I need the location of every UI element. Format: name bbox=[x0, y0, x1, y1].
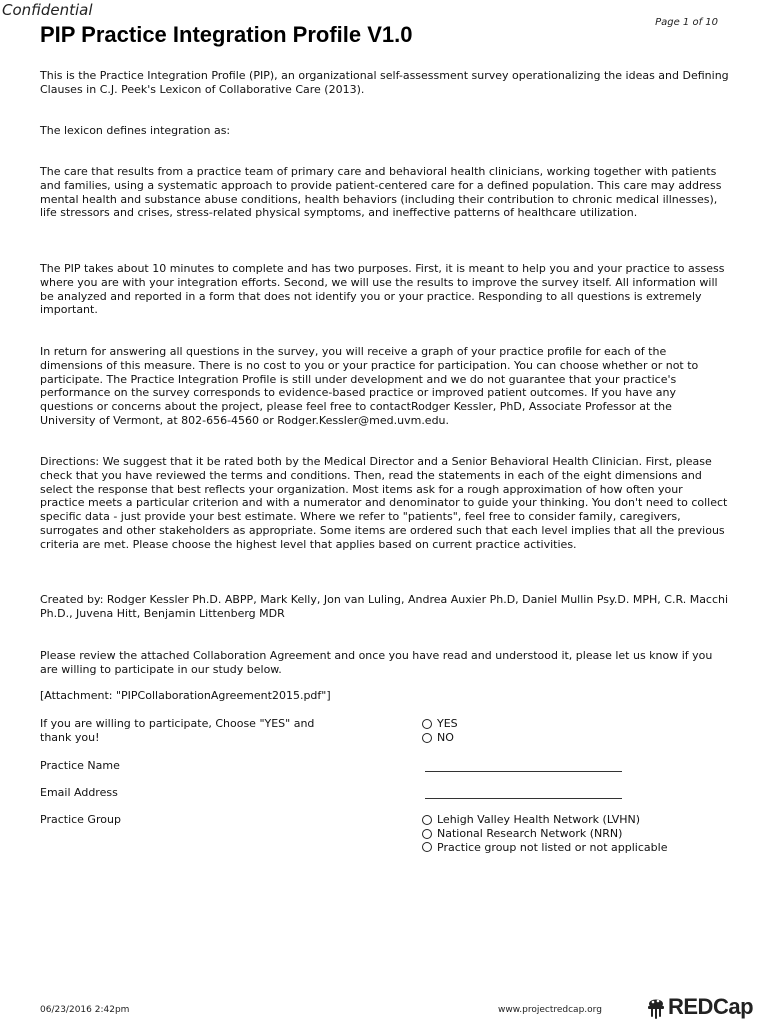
credits-paragraph: Created by: Rodger Kessler Ph.D. ABPP, Mark Kelly, Jon van Luling, Andrea Auxier Ph.D, Daniel Mullin Psy.D. MPH, C.R. Macchi Ph.D., Juvena Hitt, Benjamin Littenberg MDR bbox=[40, 593, 729, 620]
participate-option-yes[interactable] bbox=[422, 717, 458, 731]
redcap-logo bbox=[646, 994, 753, 1020]
page-title: PIP Practice Integration Profile V1.0 bbox=[40, 22, 413, 47]
option-label: Lehigh Valley Health Network (LVHN) bbox=[437, 813, 641, 827]
page-indicator: Page 1 of 10 bbox=[655, 17, 718, 28]
radio-button-icon[interactable] bbox=[422, 719, 432, 729]
option-label: National Research Network (NRN) bbox=[437, 827, 623, 841]
practice-group-option-nrn[interactable] bbox=[422, 827, 667, 841]
attachment-link[interactable]: [Attachment: "PIPCollaborationAgreement2015.pdf"] bbox=[40, 689, 331, 702]
footer-timestamp: 06/23/2016 2:42pm bbox=[40, 1005, 130, 1015]
radio-button-icon[interactable] bbox=[422, 815, 432, 825]
participate-option-no[interactable] bbox=[422, 731, 458, 745]
radio-button-icon[interactable] bbox=[422, 842, 432, 852]
integration-definition: The care that results from a practice team of primary care and behavioral health clinicians, working together with patients and families, using a systematic approach to provide patient-centered care for a defined population. This care may address mental health and substance abuse conditions, health behaviors (including their contribution to chronic medical illnesses), life stressors and crises, stress-related physical symptoms, and ineffective patterns of healthcare utilization. bbox=[40, 165, 722, 220]
practice-group-option-none[interactable] bbox=[422, 841, 667, 855]
practice-group-label: Practice Group bbox=[40, 813, 121, 826]
redcap-logo-icon bbox=[646, 995, 666, 1019]
practice-group-option-lvhn[interactable] bbox=[422, 813, 667, 827]
participate-question-label: If you are willing to participate, Choose "YES" and thank you! bbox=[40, 717, 315, 744]
email-input[interactable] bbox=[425, 798, 622, 799]
option-label: NO bbox=[437, 731, 454, 745]
confidential-label: Confidential bbox=[2, 1, 93, 19]
email-label: Email Address bbox=[40, 786, 118, 799]
radio-button-icon[interactable] bbox=[422, 733, 432, 743]
footer-url[interactable]: www.projectredcap.org bbox=[498, 1005, 602, 1015]
practice-group-options bbox=[422, 813, 667, 854]
logo-text: REDCap bbox=[668, 994, 754, 1019]
practice-name-input[interactable] bbox=[425, 771, 622, 772]
participate-options bbox=[422, 717, 458, 745]
purpose-paragraph: The PIP takes about 10 minutes to complete and has two purposes. First, it is meant to help you and your practice to assess where you are with your integration efforts. Second, we will use the results to improve the survey itself. All information will be analyzed and reported in a form that does not identify you or your practice. Responding to all questions is extremely important. bbox=[40, 262, 725, 317]
practice-name-label: Practice Name bbox=[40, 759, 120, 772]
intro-paragraph-1: This is the Practice Integration Profile (PIP), an organizational self-assessment survey operationalizing the ideas and Defining Clauses in C.J. Peek's Lexicon of Collaborative Care (2013). bbox=[40, 69, 729, 96]
option-label: Practice group not listed or not applicable bbox=[437, 840, 668, 854]
option-label: YES bbox=[437, 717, 458, 731]
directions-paragraph: Directions: We suggest that it be rated both by the Medical Director and a Senior Behavioral Health Clinician. First, please check that you have reviewed the terms and conditions. Then, read the statements in each of the eight dimensions and select the response that best reflects your organization. Most items ask for a rough approximation of how often your practice meets a particular criterion and with a numerator and denominator to guide your thinking. You don't need to collect specific data - just provide your best estimate. Where we refer to "patients", feel free to consider family, caregivers, surrogates and other stakeholders as appropriate. Some items are ordered such that each level implies that all the previous criteria are met. Please choose the highest level that applies based on current practice activities. bbox=[40, 455, 728, 551]
radio-button-icon[interactable] bbox=[422, 829, 432, 839]
intro-paragraph-2: The lexicon defines integration as: bbox=[40, 124, 231, 137]
return-paragraph: In return for answering all questions in the survey, you will receive a graph of your practice profile for each of the dimensions of this measure. There is no cost to you or your practice for participation. You can choose whether or not to participate. The Practice Integration Profile is still under development and we do not guarantee that your practice's performance on the survey corresponds to evidence-based practice or improved patient outcomes. If you have any questions or concerns about the project, please feel free to contactRodger Kessler, PhD, Associate Professor at the University of Vermont, at 802-656-4560 or Rodger.Kessler@med.uvm.edu. bbox=[40, 345, 699, 427]
agreement-paragraph: Please review the attached Collaboration Agreement and once you have read and understood it, please let us know if you are willing to participate in our study below. bbox=[40, 649, 713, 676]
